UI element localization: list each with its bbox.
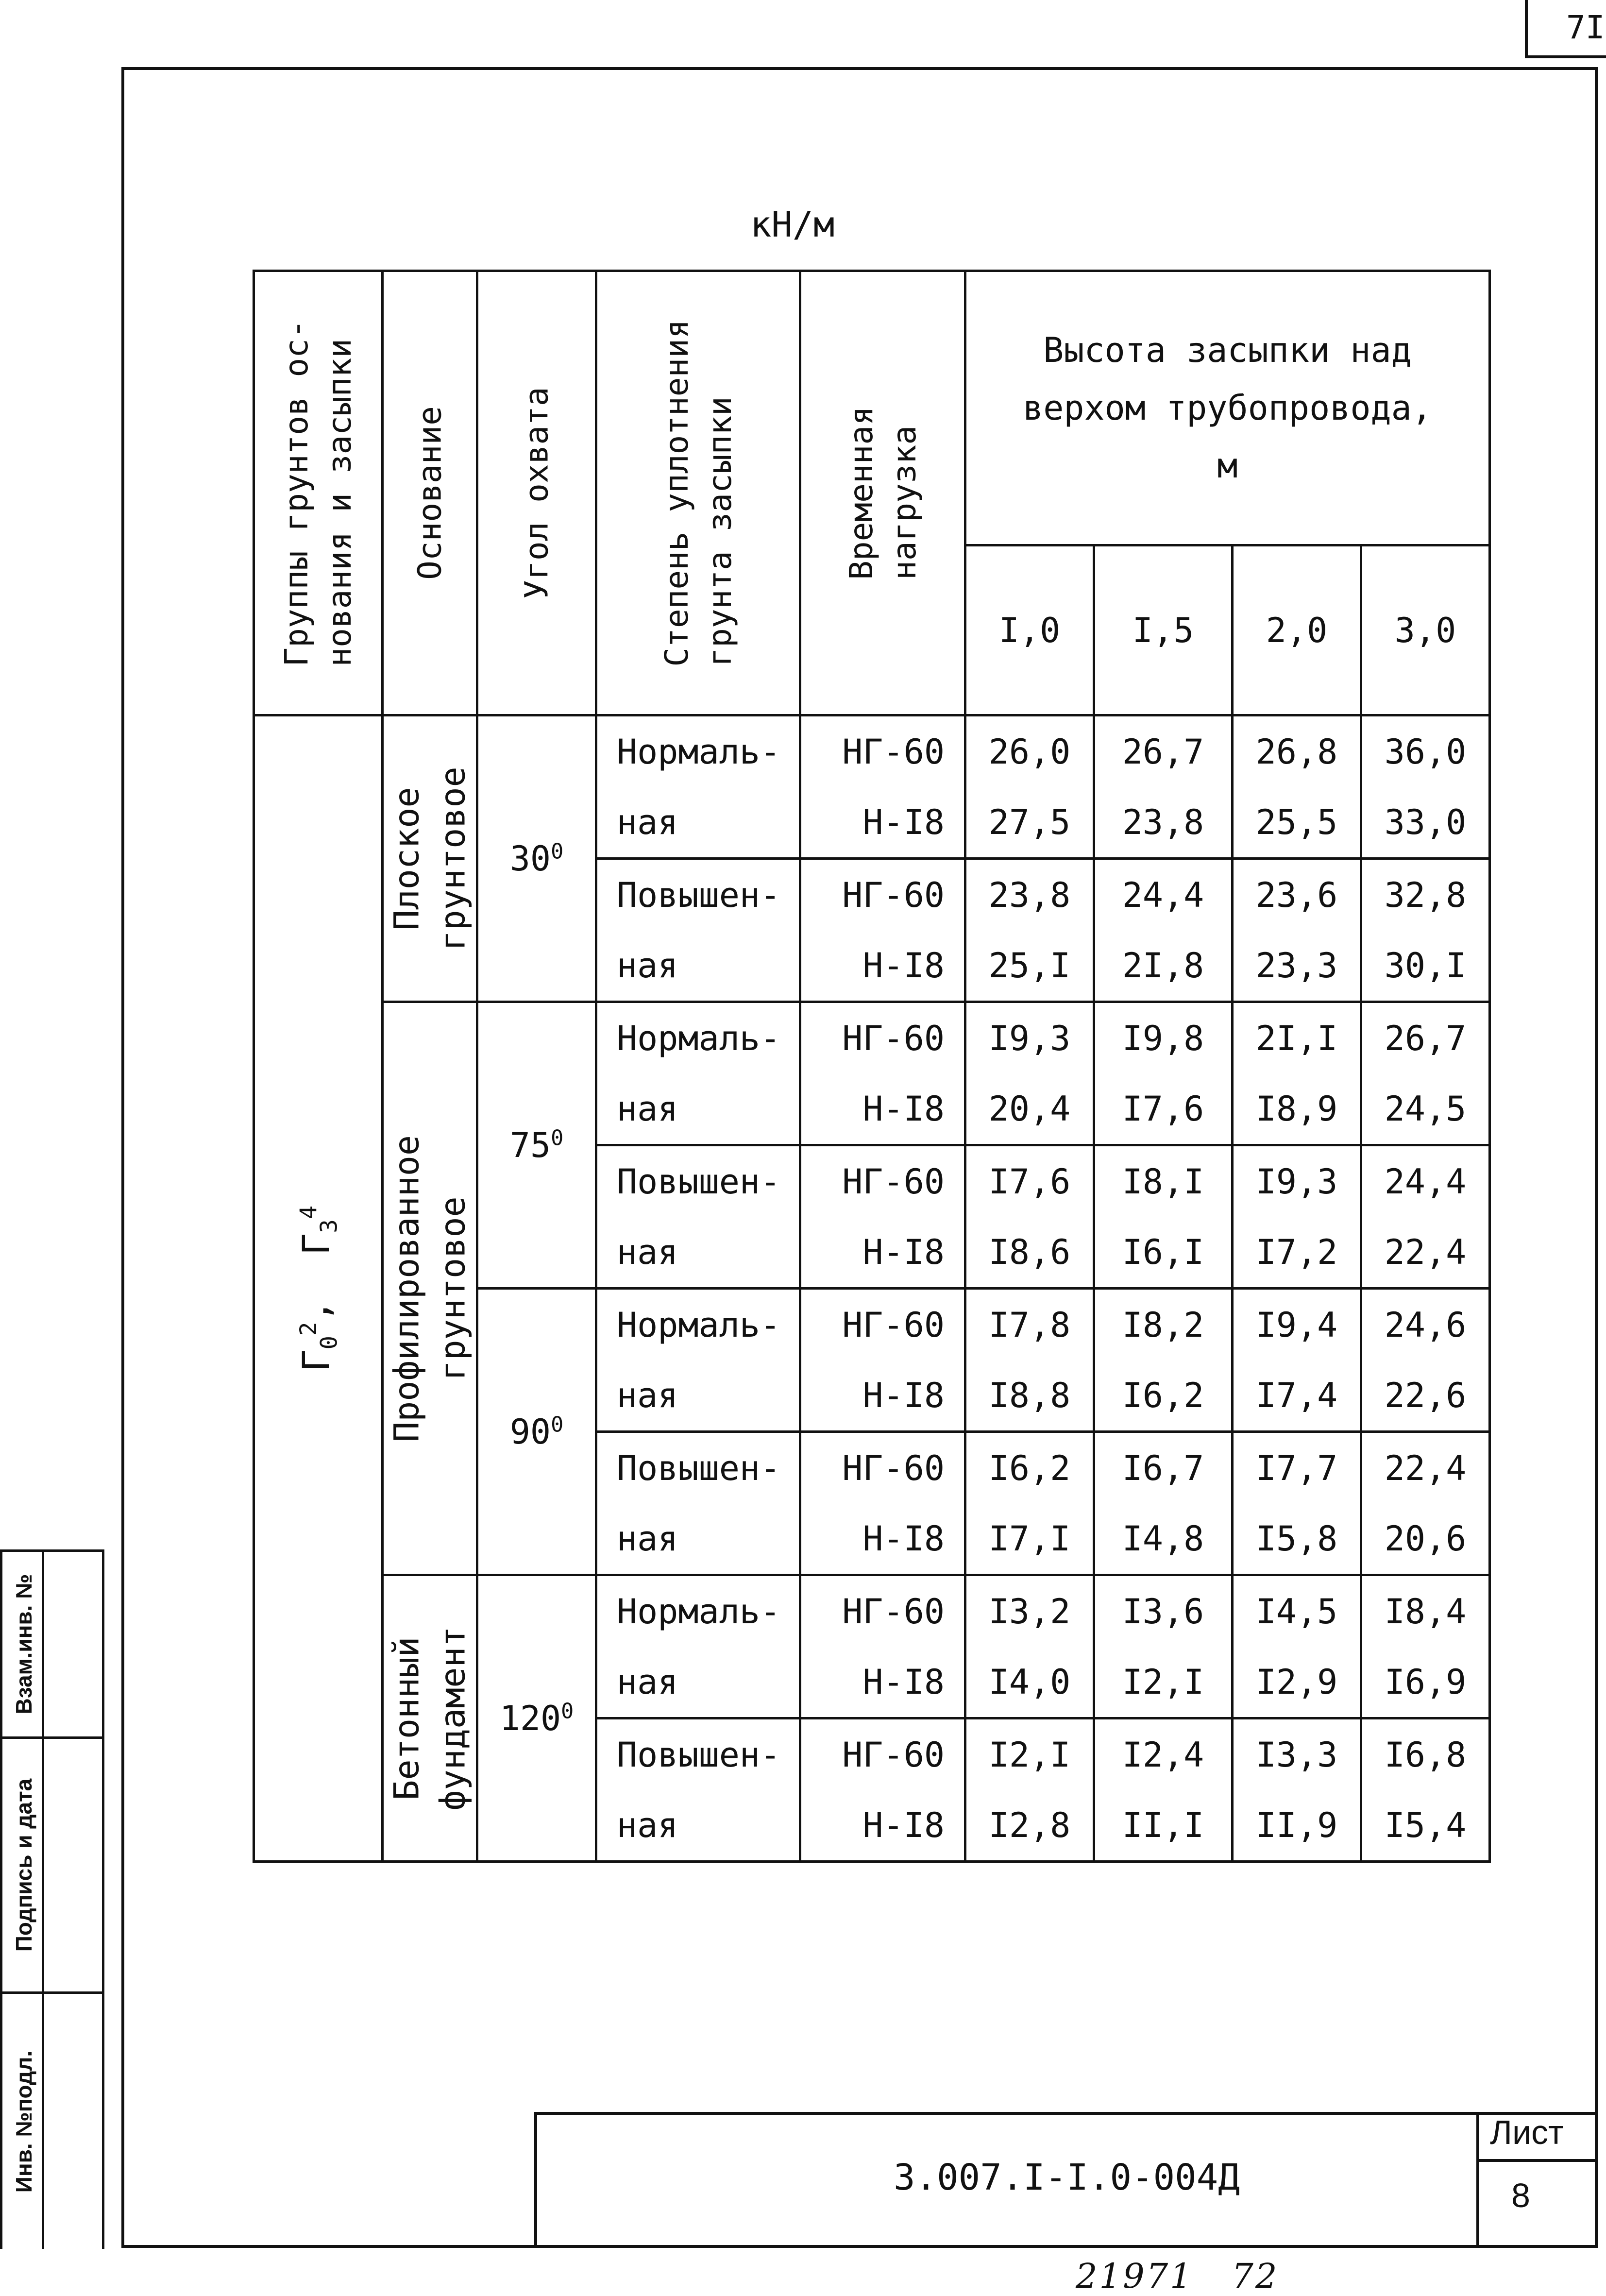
value-text: I8,I	[1122, 1161, 1204, 1202]
value-text: 22,6	[1384, 1375, 1467, 1415]
load-cell	[800, 1289, 965, 1361]
header-height-text: Высота засыпки над верхом трубопровода, м	[1023, 330, 1432, 486]
value-text: 24,4	[1384, 1161, 1467, 1202]
angle-number: 120	[499, 1698, 561, 1738]
compaction-text: ная	[617, 1662, 678, 1702]
compaction-text: Нормаль-	[617, 1018, 781, 1058]
value-cell	[1094, 930, 1233, 1002]
compaction-text: Нормаль-	[617, 1591, 781, 1632]
load-cell	[800, 930, 965, 1002]
value-text: 20,6	[1384, 1518, 1467, 1559]
value-cell	[965, 715, 1094, 787]
value-text: I2,9	[1255, 1662, 1338, 1702]
angle-number: 30	[509, 838, 551, 879]
header-compaction	[596, 271, 800, 715]
value-cell	[965, 1575, 1094, 1647]
value-cell	[1094, 859, 1233, 931]
value-text: 23,8	[988, 875, 1071, 915]
value-cell	[1094, 1718, 1233, 1790]
value-cell	[1094, 1432, 1233, 1504]
value-text: I7,7	[1255, 1448, 1338, 1488]
sheet-number: 8	[1511, 2177, 1530, 2214]
load-table-wrapper	[253, 270, 1488, 1860]
value-text: I8,9	[1255, 1088, 1338, 1129]
value-cell	[1233, 859, 1361, 931]
load-cell	[800, 1718, 965, 1790]
sheet-box-divider	[1476, 2159, 1598, 2162]
load-text: НГ-60	[842, 1305, 945, 1345]
handwritten-number: 21971 72	[1076, 2256, 1279, 2296]
load-cell	[800, 1360, 965, 1432]
value-cell	[1233, 930, 1361, 1002]
value-text: I7,4	[1255, 1375, 1338, 1415]
header-load-text: Временная нагрузка	[842, 406, 923, 580]
stamp-cell-inventory	[2, 1994, 102, 2249]
value-text: I6,9	[1384, 1662, 1467, 1702]
value-text: 26,0	[988, 731, 1071, 772]
compaction-cell	[596, 1503, 800, 1575]
compaction-cell	[596, 859, 800, 931]
compaction-text: ная	[617, 802, 678, 842]
height-col-1: I,0	[965, 545, 1094, 715]
value-text: 25,5	[1255, 802, 1338, 842]
stamp-label-replacement: Взам.инв. №	[11, 1574, 36, 1715]
value-cell	[965, 1360, 1094, 1432]
value-text: I9,3	[988, 1018, 1071, 1058]
header-angle-text: Угол охвата	[518, 387, 556, 599]
value-text: I7,2	[1255, 1232, 1338, 1272]
value-cell	[965, 1718, 1094, 1790]
compaction-cell	[596, 1073, 800, 1145]
value-cell	[1094, 1575, 1233, 1647]
compaction-text: Повышен-	[617, 1161, 781, 1202]
compaction-text: ная	[617, 1088, 678, 1129]
stamp-label-signature: Подпись и дата	[11, 1778, 36, 1952]
load-cell	[800, 715, 965, 787]
value-text: 26,7	[1122, 731, 1204, 772]
load-text: Н-I8	[862, 945, 945, 986]
load-text: НГ-60	[842, 731, 945, 772]
value-cell	[965, 1073, 1094, 1145]
load-cell	[800, 1647, 965, 1718]
value-text: 23,3	[1255, 945, 1338, 986]
group-sup-1: 2	[295, 1322, 322, 1336]
compaction-text: ная	[617, 945, 678, 986]
load-cell	[800, 1002, 965, 1074]
angle-value	[510, 839, 563, 879]
load-text: Н-I8	[862, 1232, 945, 1272]
value-cell	[1361, 787, 1490, 859]
value-text: 36,0	[1384, 731, 1467, 772]
load-text: Н-I8	[862, 1805, 945, 1845]
base-cell	[383, 1002, 477, 1575]
stamp-label-inventory: Инв. №подл.	[11, 2050, 36, 2193]
value-text: 27,5	[988, 802, 1071, 842]
value-cell	[1233, 1790, 1361, 1862]
header-base-text: Основание	[411, 406, 449, 580]
height-col-4: 3,0	[1361, 545, 1490, 715]
load-text: Н-I8	[862, 1518, 945, 1559]
value-cell	[965, 1289, 1094, 1361]
value-cell	[1233, 1360, 1361, 1432]
value-text: I6,I	[1122, 1232, 1204, 1272]
angle-cell	[477, 1289, 596, 1575]
load-cell	[800, 1790, 965, 1862]
value-text: I3,6	[1122, 1591, 1204, 1632]
base-text: Плоское грунтовое	[387, 766, 473, 951]
compaction-cell	[596, 1002, 800, 1074]
value-cell	[1233, 1217, 1361, 1289]
value-cell	[1361, 930, 1490, 1002]
value-text: II,I	[1122, 1805, 1204, 1845]
load-text: Н-I8	[862, 1375, 945, 1415]
load-cell	[800, 1073, 965, 1145]
angle-cell	[477, 1002, 596, 1289]
value-cell	[1361, 1718, 1490, 1790]
value-cell	[1233, 1289, 1361, 1361]
value-cell	[965, 859, 1094, 931]
value-cell	[1361, 1217, 1490, 1289]
value-text: I3,2	[988, 1591, 1071, 1632]
value-text: 33,0	[1384, 802, 1467, 842]
angle-value	[510, 1412, 563, 1452]
value-text: I6,2	[988, 1448, 1071, 1488]
value-cell	[1361, 1790, 1490, 1862]
value-cell	[1361, 1073, 1490, 1145]
load-text: НГ-60	[842, 1018, 945, 1058]
value-cell	[1233, 1647, 1361, 1718]
value-cell	[965, 1503, 1094, 1575]
value-cell	[1361, 1432, 1490, 1504]
table-row	[254, 1575, 1490, 1647]
compaction-cell	[596, 787, 800, 859]
compaction-text: ная	[617, 1375, 678, 1415]
value-text: 32,8	[1384, 875, 1467, 915]
header-load	[800, 271, 965, 715]
title-block-top-rule	[534, 2112, 1598, 2115]
value-cell	[1361, 1145, 1490, 1217]
value-text: 24,6	[1384, 1305, 1467, 1345]
value-text: 26,7	[1384, 1018, 1467, 1058]
load-text: Н-I8	[862, 802, 945, 842]
degree-mark: 0	[561, 1699, 574, 1724]
angle-number: 75	[509, 1125, 551, 1165]
corner-page-number: 7I	[1566, 9, 1605, 46]
degree-mark: 0	[551, 1126, 564, 1151]
value-cell	[1094, 1073, 1233, 1145]
value-cell	[965, 1002, 1094, 1074]
value-cell	[1233, 1718, 1361, 1790]
document-code: 3.007.I-I.0-004Д	[894, 2157, 1240, 2198]
value-cell	[965, 930, 1094, 1002]
value-cell	[1233, 715, 1361, 787]
value-cell	[1094, 1647, 1233, 1718]
value-cell	[965, 1217, 1094, 1289]
header-compaction-text: Степень уплотнения грунта засыпки	[658, 319, 739, 667]
value-cell	[1361, 715, 1490, 787]
value-cell	[1233, 1002, 1361, 1074]
height-col-2: I,5	[1094, 545, 1233, 715]
value-text: I5,8	[1255, 1518, 1338, 1559]
value-cell	[965, 1647, 1094, 1718]
group-sub-2: 3	[316, 1219, 343, 1233]
value-text: 22,4	[1384, 1448, 1467, 1488]
value-text: 25,I	[988, 945, 1071, 986]
value-text: I8,8	[988, 1375, 1071, 1415]
value-text: I2,I	[1122, 1662, 1204, 1702]
load-cell	[800, 1503, 965, 1575]
value-text: I2,8	[988, 1805, 1071, 1845]
group-sup-2: 4	[295, 1205, 322, 1219]
value-text: I4,8	[1122, 1518, 1204, 1559]
degree-mark: 0	[551, 1412, 564, 1437]
value-cell	[1361, 1289, 1490, 1361]
value-cell	[1094, 1002, 1233, 1074]
value-text: I8,4	[1384, 1591, 1467, 1632]
degree-mark: 0	[551, 839, 564, 864]
value-text: I7,8	[988, 1305, 1071, 1345]
compaction-cell	[596, 1647, 800, 1718]
compaction-text: Повышен-	[617, 1448, 781, 1488]
title-block-left-rule	[534, 2112, 537, 2248]
value-text: I9,8	[1122, 1018, 1204, 1058]
value-text: I3,3	[1255, 1735, 1338, 1775]
angle-value	[510, 1125, 563, 1165]
value-cell	[965, 1790, 1094, 1862]
base-text: Бетонный фундамент	[387, 1626, 473, 1811]
compaction-cell	[596, 930, 800, 1002]
load-text: НГ-60	[842, 1161, 945, 1202]
value-text: 24,4	[1122, 875, 1204, 915]
value-cell	[965, 1432, 1094, 1504]
value-cell	[1233, 787, 1361, 859]
value-cell	[1233, 1073, 1361, 1145]
load-text: Н-I8	[862, 1662, 945, 1702]
compaction-cell	[596, 1432, 800, 1504]
value-cell	[1094, 1503, 1233, 1575]
load-text: НГ-60	[842, 875, 945, 915]
value-text: I7,I	[988, 1518, 1071, 1559]
value-cell	[1233, 1145, 1361, 1217]
header-height	[965, 271, 1490, 545]
value-cell	[1094, 1145, 1233, 1217]
compaction-text: Нормаль-	[617, 731, 781, 772]
value-cell	[1094, 1790, 1233, 1862]
compaction-cell	[596, 1217, 800, 1289]
value-text: 30,I	[1384, 945, 1467, 986]
value-text: 2I,8	[1122, 945, 1204, 986]
compaction-cell	[596, 1718, 800, 1790]
soil-groups-text: $Г_0^2$, $Г_3^4$	[294, 1205, 343, 1372]
value-cell	[1094, 1217, 1233, 1289]
value-text: I7,6	[988, 1161, 1071, 1202]
load-text: НГ-60	[842, 1591, 945, 1632]
angle-cell	[477, 715, 596, 1002]
value-text: I7,6	[1122, 1088, 1204, 1129]
compaction-text: ная	[617, 1805, 678, 1845]
compaction-text: ная	[617, 1518, 678, 1559]
value-text: 23,6	[1255, 875, 1338, 915]
base-text: Профилированное грунтовое	[387, 1135, 473, 1442]
height-col-3: 2,0	[1233, 545, 1361, 715]
compaction-text: Повышен-	[617, 1735, 781, 1775]
value-cell	[1361, 1360, 1490, 1432]
compaction-text: ная	[617, 1232, 678, 1272]
value-text: I8,6	[988, 1232, 1071, 1272]
header-groups-text: Группы грунтов ос- нования и засыпки	[277, 319, 358, 667]
value-text: I6,8	[1384, 1735, 1467, 1775]
value-cell	[965, 787, 1094, 859]
value-cell	[1233, 1575, 1361, 1647]
value-cell	[1233, 1503, 1361, 1575]
value-text: I2,4	[1122, 1735, 1204, 1775]
group-separator: , Г	[294, 1233, 338, 1322]
value-cell	[1361, 1503, 1490, 1575]
load-cell	[800, 1145, 965, 1217]
sheet-label: Лист	[1490, 2113, 1564, 2151]
value-text: I4,0	[988, 1662, 1071, 1702]
value-text: I6,2	[1122, 1375, 1204, 1415]
load-text: Н-I8	[862, 1088, 945, 1129]
value-cell	[1361, 1647, 1490, 1718]
value-cell	[1094, 787, 1233, 859]
value-cell	[1094, 715, 1233, 787]
value-cell	[1361, 859, 1490, 931]
value-text: I9,4	[1255, 1305, 1338, 1345]
value-text: 20,4	[988, 1088, 1071, 1129]
value-cell	[1094, 1360, 1233, 1432]
load-table	[253, 270, 1491, 1863]
value-text: 24,5	[1384, 1088, 1467, 1129]
value-text: I2,I	[988, 1735, 1071, 1775]
value-text: 22,4	[1384, 1232, 1467, 1272]
angle-number: 90	[509, 1412, 551, 1452]
header-angle	[477, 271, 596, 715]
margin-stamp	[0, 1549, 104, 2249]
base-cell	[383, 1575, 477, 1862]
value-text: I6,7	[1122, 1448, 1204, 1488]
value-text: I4,5	[1255, 1591, 1338, 1632]
compaction-cell	[596, 1790, 800, 1862]
header-base	[383, 271, 477, 715]
compaction-cell	[596, 1360, 800, 1432]
value-text: 2I,I	[1255, 1018, 1338, 1058]
value-cell	[1233, 1432, 1361, 1504]
value-text: I5,4	[1384, 1805, 1467, 1845]
angle-value	[500, 1699, 574, 1738]
header-groups	[254, 271, 383, 715]
compaction-cell	[596, 1145, 800, 1217]
stamp-cell-signature	[2, 1739, 102, 1994]
value-cell	[1361, 1002, 1490, 1074]
load-text: НГ-60	[842, 1735, 945, 1775]
value-text: II,9	[1255, 1805, 1338, 1845]
value-text: I9,3	[1255, 1161, 1338, 1202]
value-text: I8,2	[1122, 1305, 1204, 1345]
compaction-text: Нормаль-	[617, 1305, 781, 1345]
compaction-text: Повышен-	[617, 875, 781, 915]
soil-groups-cell	[254, 715, 383, 1862]
stamp-cell-replacement	[2, 1552, 102, 1739]
base-cell	[383, 715, 477, 1002]
table-row	[254, 715, 1490, 787]
value-cell	[1094, 1289, 1233, 1361]
group-sub-1: 0	[316, 1335, 343, 1349]
table-row	[254, 1002, 1490, 1074]
value-cell	[965, 1145, 1094, 1217]
compaction-cell	[596, 1289, 800, 1361]
load-cell	[800, 1432, 965, 1504]
value-text: 23,8	[1122, 802, 1204, 842]
load-text: НГ-60	[842, 1448, 945, 1488]
value-cell	[1361, 1575, 1490, 1647]
load-cell	[800, 859, 965, 931]
compaction-cell	[596, 715, 800, 787]
value-text: 26,8	[1255, 731, 1338, 772]
load-cell	[800, 787, 965, 859]
compaction-cell	[596, 1575, 800, 1647]
unit-label: кН/м	[750, 204, 835, 245]
load-cell	[800, 1217, 965, 1289]
angle-cell	[477, 1575, 596, 1862]
load-cell	[800, 1575, 965, 1647]
